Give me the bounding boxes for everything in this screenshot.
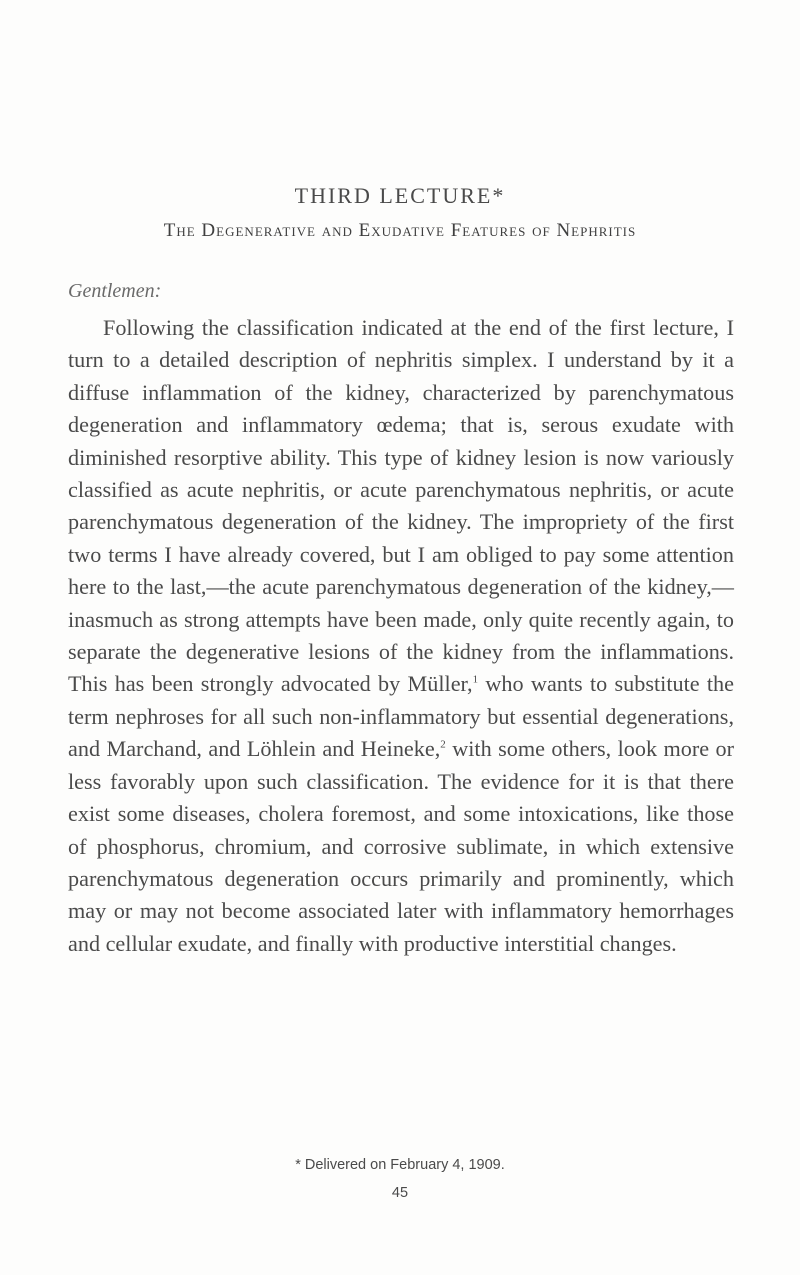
body-paragraph	[68, 312, 734, 960]
salutation: Gentlemen:	[68, 280, 162, 302]
page-number: 45	[391, 1185, 409, 1201]
lecture-subtitle: The Degenerative and Exudative Features of Nephritis	[163, 220, 637, 241]
paragraph-text-3: with some others, look more or less favorably upon such classification. The evidence for it is that there exist some diseases, cholera foremost, and some intoxications, like those of phosphorus, chromium, and corrosive sublimate, in which extensive parenchymatous degeneration occurs primarily and prominently, which may or may not become associated later with inflammatory hemorrhages and cellular exudate, and finally with productive interstitial changes.	[68, 736, 734, 956]
footnote: * Delivered on February 4, 1909.	[295, 1157, 505, 1173]
footnote-ref-2: 2	[440, 738, 446, 751]
footnote-ref-1: 1	[472, 674, 479, 687]
lecture-heading: THIRD LECTURE*	[294, 183, 506, 208]
paragraph-text-1: Following the classification indicated at the end of the first lecture, I turn to a detailed description of nephritis simplex. I understand by it a diffuse inflammation of the kidney, characterized by parenchymatous degeneration and inflammatory œdema; that is, serous exudate with diminished resorptive ability. This type of kidney lesion is now variously classified as acute nephritis, or acute parenchymatous nephritis, or acute parenchymatous degeneration of the kidney. The impropriety of the first two terms I have already covered, but I am obliged to pay some attention here to the last,—the acute parenchymatous degeneration of the kidney,—inasmuch as strong attempts have been made, only quite recently again, to separate the degenerative lesions of the kidney from the inflammations. This has been strongly advocated by Müller,	[68, 315, 734, 697]
paragraph-text-2: who wants to substitute the term nephroses for all such non-inflammatory but essential degenerations, and Marchand, and Löhlein and Heineke,	[68, 671, 735, 762]
